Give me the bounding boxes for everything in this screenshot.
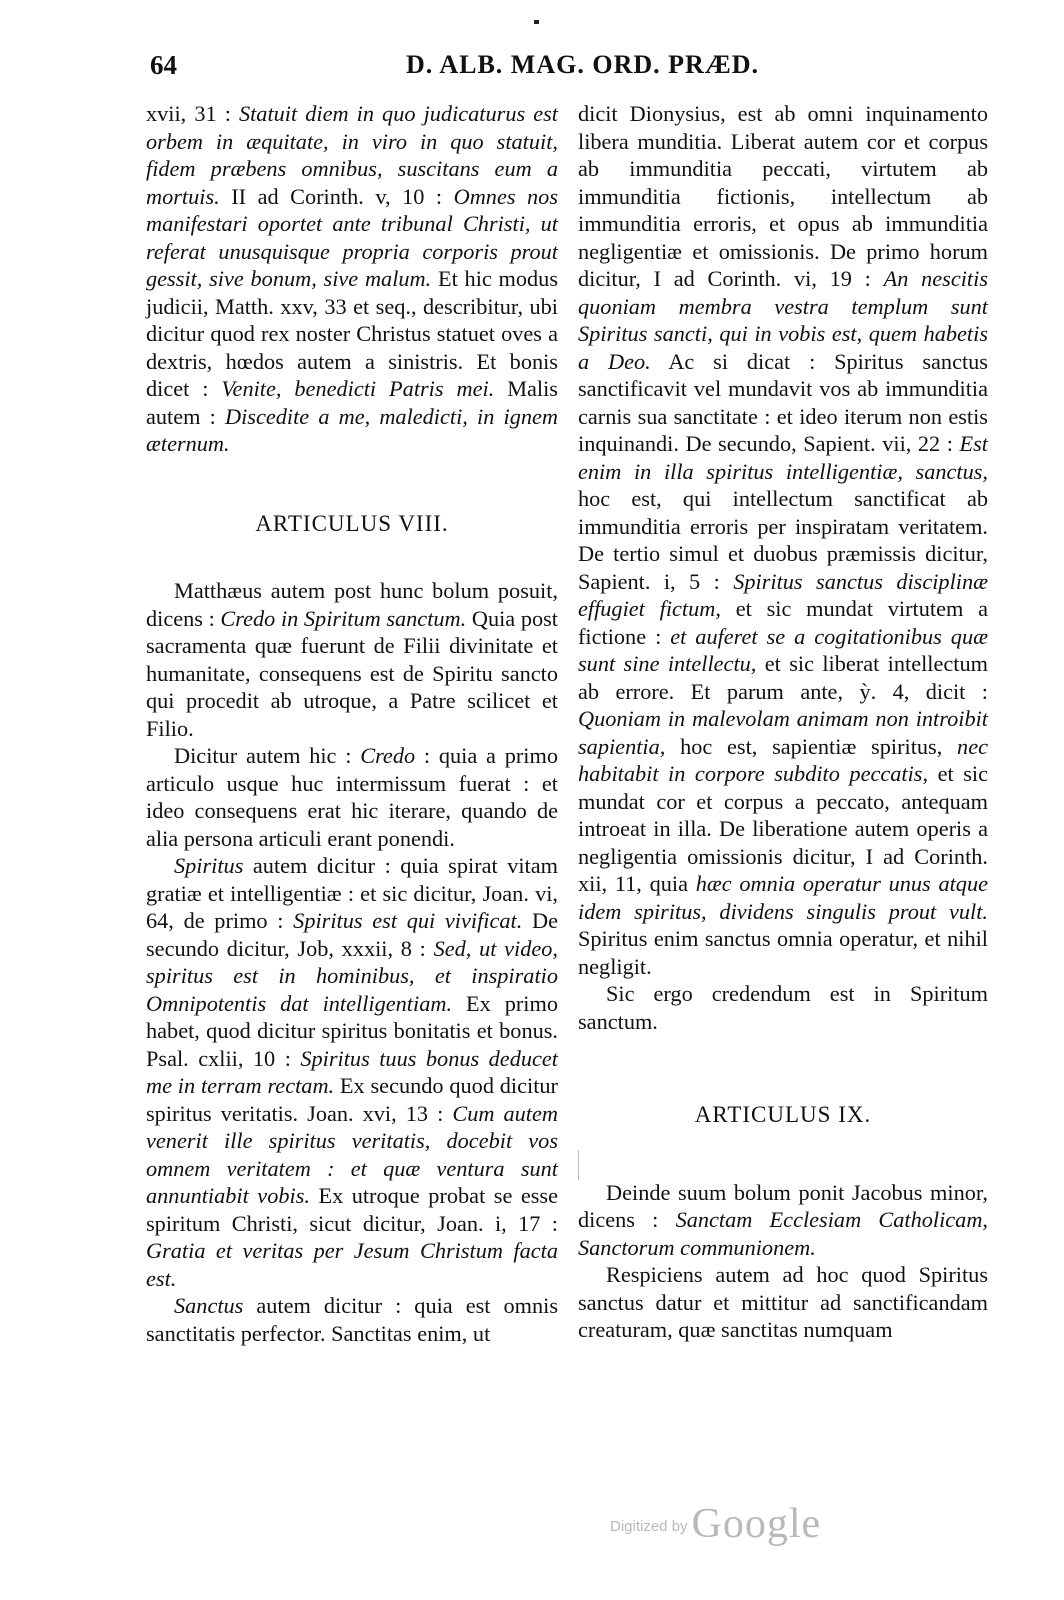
italic-text: An nescitis quoniam membra vestra templum sunt Spiritus sancti, qui in vobis est, quem habetis a Deo. xyxy=(578,266,988,374)
text-run: Ex primo habet, quod dicitur spiritus bonitatis et bonus. Psal. cxlii, 10 : xyxy=(146,990,558,1071)
italic-text: Quoniam in malevolam animam non introibit sapientia, xyxy=(578,706,988,759)
paragraph xyxy=(146,852,558,1292)
italic-text: Spiritus est qui vivificat. xyxy=(293,908,523,933)
text-run: Spiritus enim sanctus omnia operatur, et nihil negligit. xyxy=(578,926,988,979)
page-number: 64 xyxy=(150,50,177,80)
paragraph xyxy=(146,742,558,852)
text-run: hoc est, qui intellectum sanctificat ab immunditia erroris per inspiratam veritatem. De tertio simul et duobus præmissis dicitur, Sapient. i, 5 : xyxy=(578,486,988,594)
watermark xyxy=(610,1500,821,1550)
running-head: D. ALB. MAG. ORD. PRÆD. xyxy=(406,50,760,79)
text-run: De secundo dicitur, Job, xxxii, 8 : xyxy=(146,908,558,961)
italic-text: Spiritus tuus bonus deducet me in terram rectam. xyxy=(146,1045,558,1098)
italic-text: Statuit diem in quo judicaturus est orbem in æquitate, in viro in quo statuit, fidem præbens omnibus, suscitans eum a mortuis. xyxy=(146,101,558,209)
italic-text: Credo in Spiritum sanctum. xyxy=(220,605,467,631)
italic-text: Gratia et veritas per Jesum Christum facta est. xyxy=(146,1238,558,1291)
text-run: autem dicitur : quia spirat vitam gratiæ et intelligentiæ : et sic dicitur, Joan. vi, 64, de primo : xyxy=(146,853,558,933)
italic-text: Spiritus sanctus disciplinæ effugiet fictum, xyxy=(578,568,988,621)
italic-text: Sanctam Ecclesiam Catholicam, Sanctorum communionem. xyxy=(578,1207,988,1260)
italic-text: Venite, benedicti Patris mei. xyxy=(221,376,495,401)
column-divider xyxy=(578,1150,579,1180)
article-heading: ARTICULUS VIII. xyxy=(255,510,449,536)
text-run: II ad Corinth. v, 10 : xyxy=(219,183,454,209)
article-heading: ARTICULUS IX. xyxy=(694,1102,872,1127)
italic-text: Omnes nos manifestari oportet ante tribunal Christi, ut referat unusquisque propria corporis prout gessit, sive bonum, sive malum. xyxy=(146,183,558,291)
text-run: Malis autem : xyxy=(146,376,558,429)
text-run: dicit Dionysius, est ab omni inquinamento libera munditia. Liberat autem cor et corpus ab immunditia peccati, virtutem ab immunditia fictionis, intellectum ab immunditia erroris, et opus ab immunditia negligentiæ et omissionis. De primo horum dicitur, I ad Corinth. vi, 19 : xyxy=(578,101,988,291)
italic-text: Credo xyxy=(360,743,416,768)
text-run: Respiciens autem ad hoc quod Spiritus sanctus datur et mittitur ad sanctificandam creaturam, quæ sanctitas numquam xyxy=(578,1262,988,1342)
text-run: Ex secundo quod dicitur spiritus veritatis. Joan. xvi, 13 : xyxy=(146,1073,558,1126)
paragraph xyxy=(578,1261,988,1344)
text-run: xvii, 31 : xyxy=(146,101,239,126)
watermark-prefix: Digitized by xyxy=(610,1518,688,1535)
text-run: Matthæus autem post hunc bolum posuit, dicens : xyxy=(146,578,558,631)
text-run: hoc est, sapientiæ spiritus, xyxy=(665,733,958,759)
italic-text: Est enim in illa spiritus intelligentiæ, sanctus, xyxy=(578,431,988,484)
text-run: et sic mundat virtutem a fictione : xyxy=(578,596,988,649)
page-header xyxy=(0,50,1064,84)
text-run: Quia post sacramenta quæ fuerunt de Filii divinitate et humanitate, consequens est de Spiritu sancto qui procedit ab utroque, a Patre scilicet et Filio. xyxy=(146,605,558,741)
text-run: Et hic modus judicii, Matth. xxv, 33 et seq., describitur, ubi dicitur quod rex noster Christus statuet oves a dextris, hœdos autem a sinistris. Et bonis dicet : xyxy=(146,266,558,401)
text-run: Ex utroque probat se esse spiritum Christi, sicut dicitur, Joan. i, 17 : xyxy=(146,1183,558,1236)
paragraph xyxy=(578,1179,988,1262)
italic-text: Sanctus xyxy=(174,1293,244,1318)
text-run: Sic ergo credendum est in Spiritum sanctum. xyxy=(578,981,988,1034)
ink-mark xyxy=(534,20,539,24)
text-run: autem dicitur : quia est omnis sanctitatis perfector. Sanctitas enim, ut xyxy=(146,1293,558,1346)
italic-text: Cum autem venerit ille spiritus veritatis, docebit vos omnem veritatem : et quæ ventura sunt annuntiabit vobis. xyxy=(146,1100,559,1208)
text-run: et sic liberat intellectum ab errore. Et parum ante, ỳ. 4, dicit : xyxy=(578,651,988,704)
text-run: : quia a primo articulo usque huc intermissum fuerat : et ideo consequens erat hic iterare, quando de alia persona articuli erant ponendi. xyxy=(146,743,558,851)
paragraph xyxy=(146,577,558,742)
paragraph xyxy=(146,100,558,458)
paragraph xyxy=(578,980,988,1035)
paragraph xyxy=(146,1292,558,1347)
italic-text: Discedite a me, maledicti, in ignem æternum. xyxy=(146,403,558,456)
left-column xyxy=(146,100,558,1347)
italic-text: et auferet se a cogitationibus quæ sunt sine intellectu, xyxy=(578,623,988,676)
right-column xyxy=(578,100,988,1344)
italic-text: nec habitabit in corpore subdito peccatis, xyxy=(578,733,988,786)
paragraph xyxy=(578,100,988,980)
italic-text: Spiritus xyxy=(174,853,244,878)
italic-text: Sed, ut video, spiritus est in hominibus, et inspiratio Omnipotentis dat intelligentiam. xyxy=(146,935,558,1016)
text-run: Ac si dicat : Spiritus sanctus sanctificavit vel mundavit vos ab immunditia carnis sua sanctitate : et ideo iterum non estis inquinandi. De secundo, Sapient. vii, 22 : xyxy=(578,348,988,456)
google-logo: Google xyxy=(691,1501,822,1547)
text-run: Dicitur autem hic : xyxy=(174,743,361,768)
text-run: Deinde suum bolum ponit Jacobus minor, dicens : xyxy=(578,1179,988,1232)
italic-text: hæc omnia operatur unus atque idem spiritus, dividens singulis prout vult. xyxy=(578,871,988,924)
text-run: et sic mundat cor et corpus a peccato, antequam introeat in illa. De liberatione autem operis a negligentia omissionis dicitur, I ad Corinth. xii, 11, quia xyxy=(578,761,988,896)
